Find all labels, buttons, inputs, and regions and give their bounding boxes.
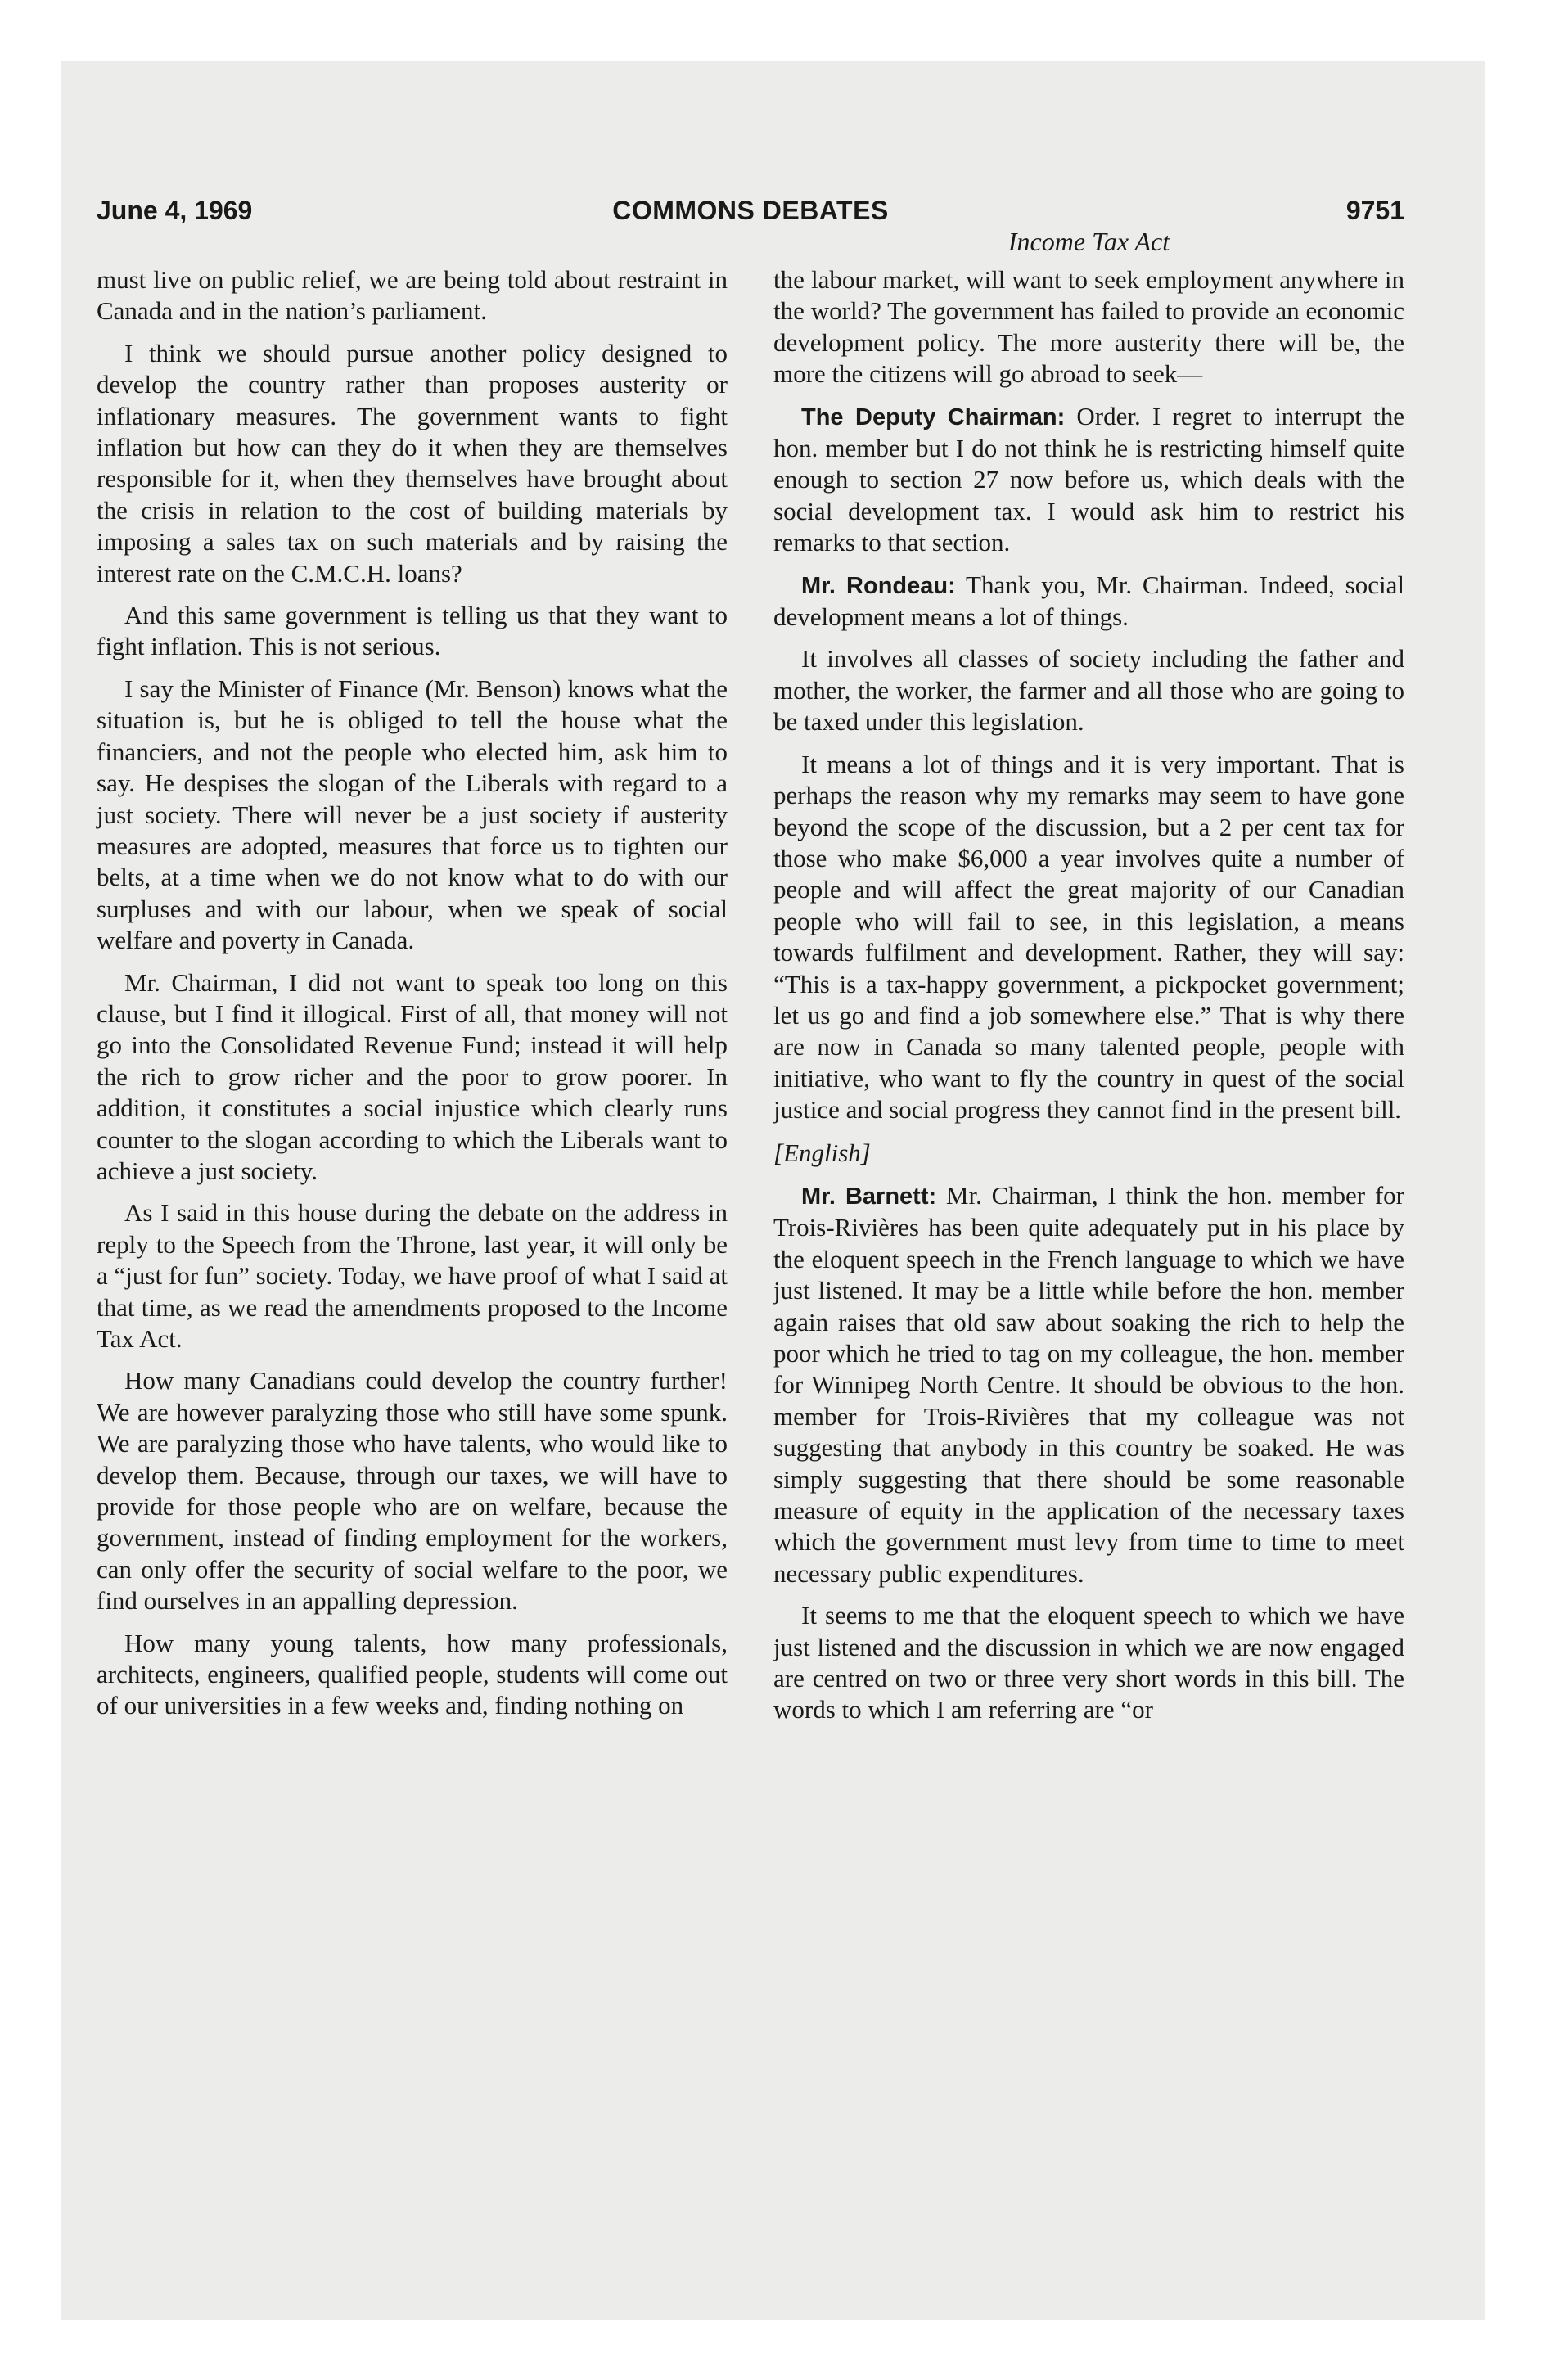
speech-text: Thank you, Mr. Chairman. Indeed, social development means a lot of things. <box>773 570 1404 632</box>
header-page-number: 9751 <box>1345 196 1404 225</box>
language-marker: [English] <box>773 1138 871 1167</box>
speech-text: Order. I regret to interrupt the hon. member but I do not think he is restricting himself quite enough to section 27 now before us, which deals with the social development tax. I would ask him to restrict his remarks to that section. <box>773 401 1404 557</box>
paragraph: Mr. Chairman, I did not want to speak too long on this clause, but I find it illogical. First of all, that money will not go into the Consolidated Revenue Fund; instead it will help the rich to grow richer and the poor to grow poorer. In addition, it constitutes a social injustice which clearly runs counter to the slogan according to which the Liberals want to achieve a just society. <box>97 967 728 1185</box>
speaker-name: Mr. Rondeau: <box>801 572 956 599</box>
speaker-name: Mr. Barnett: <box>801 1183 937 1210</box>
paragraph: And this same government is telling us that they want to fight inflation. This is not serious. <box>97 601 728 661</box>
header-date: June 4, 1969 <box>97 196 253 225</box>
paragraph: As I said in this house during the debate on the address in reply to the Speech from the Throne, last year, it will only be a “just for fun” society. Today, we have proof of what I said at that time, as we read the amendments proposed to the Income Tax Act. <box>97 1198 728 1353</box>
paragraph: It involves all classes of society including the father and mother, the worker, the farmer and all those who are going to be taxed under this legislation. <box>773 644 1404 737</box>
speech-paragraph <box>773 570 1404 633</box>
header-publication: COMMONS DEBATES <box>612 196 889 225</box>
speech-paragraph <box>773 401 1404 559</box>
paragraph: How many young talents, how many professionals, architects, engineers, qualified people, students will come out of our universities in a few weeks and, finding nothing on <box>97 1628 728 1720</box>
speaker-name: The Deputy Chairman: <box>801 403 1066 430</box>
speech-paragraph <box>773 1180 1404 1589</box>
paragraph: How many Canadians could develop the country further! We are however paralyzing those who still have some spunk. We are paralyzing those who have talents, who would like to develop them. Because, through our taxes, we will have to provide for those people who are on welfare, because the government, instead of finding employment for the workers, can only offer the security of social welfare to the poor, we find ourselves in an appalling depression. <box>97 1366 728 1616</box>
paragraph: It means a lot of things and it is very important. That is perhaps the reason why my remarks may seem to have gone beyond the scope of the discussion, but a 2 per cent tax for those who make $6,000 a year involves quite a number of people and will affect the great majority of our Canadian people who will fail to see, in this legislation, a means towards fulfilment and development. Rather, they will say: “This is a tax-happy government, a pickpocket government; let us go and find a job somewhere else.” That is why there are now in Canada so many talented people, people with initiative, who want to fly the country in quest of the social justice and social progress they cannot find in the present bill. <box>773 749 1404 1125</box>
running-head-subject: Income Tax Act <box>1007 227 1170 256</box>
paragraph: I think we should pursue another policy designed to develop the country rather than proposes austerity or inflationary measures. The government wants to fight inflation but how can they do it when they are themselves responsible for it, when they themselves have brought about the crisis in relation to the cost of building materials by imposing a sales tax on such materials and by raising the interest rate on the C.M.C.H. loans? <box>97 338 728 588</box>
paragraph: It seems to me that the eloquent speech to which we have just listened and the discussion in which we are now engaged are centred on two or three very short words in this bill. The words to which I am referring are “or <box>773 1601 1404 1724</box>
left-column <box>97 264 728 1733</box>
paragraph: I say the Minister of Finance (Mr. Benson) knows what the situation is, but he is obliged to tell the house what the financiers, and not the people who elected him, ask him to say. He despises the slogan of the Liberals with regard to a just society. There will never be a just society if austerity measures are adopted, measures that force us to tighten our belts, at a time when we do not know what to do with our surpluses and with our labour, when we speak of social welfare and poverty in Canada. <box>97 674 728 955</box>
paragraph: the labour market, will want to seek employment anywhere in the world? The government has failed to provide an economic development policy. The more austerity there will be, the more the citizens will go abroad to seek— <box>773 265 1404 389</box>
right-column <box>773 264 1404 1737</box>
paragraph: must live on public relief, we are being told about restraint in Canada and in the nation’s parliament. <box>97 265 728 326</box>
speech-text: Mr. Chairman, I think the hon. member for Trois-Rivières has been quite adequately put in his place by the eloquent speech in the French language to which we have just listened. It may be a little while before the hon. member again raises that old saw about soaking the rich to help the poor which he tried to tag on my colleague, the hon. member for Winnipeg North Centre. It should be obvious to the hon. member for Trois-Rivières that my colleague was not suggesting that anybody in this country be soaked. He was simply suggesting that there should be some reasonable measure of equity in the application of the necessary taxes which the government must levy from time to time to meet necessary public expenditures. <box>773 1180 1404 1588</box>
